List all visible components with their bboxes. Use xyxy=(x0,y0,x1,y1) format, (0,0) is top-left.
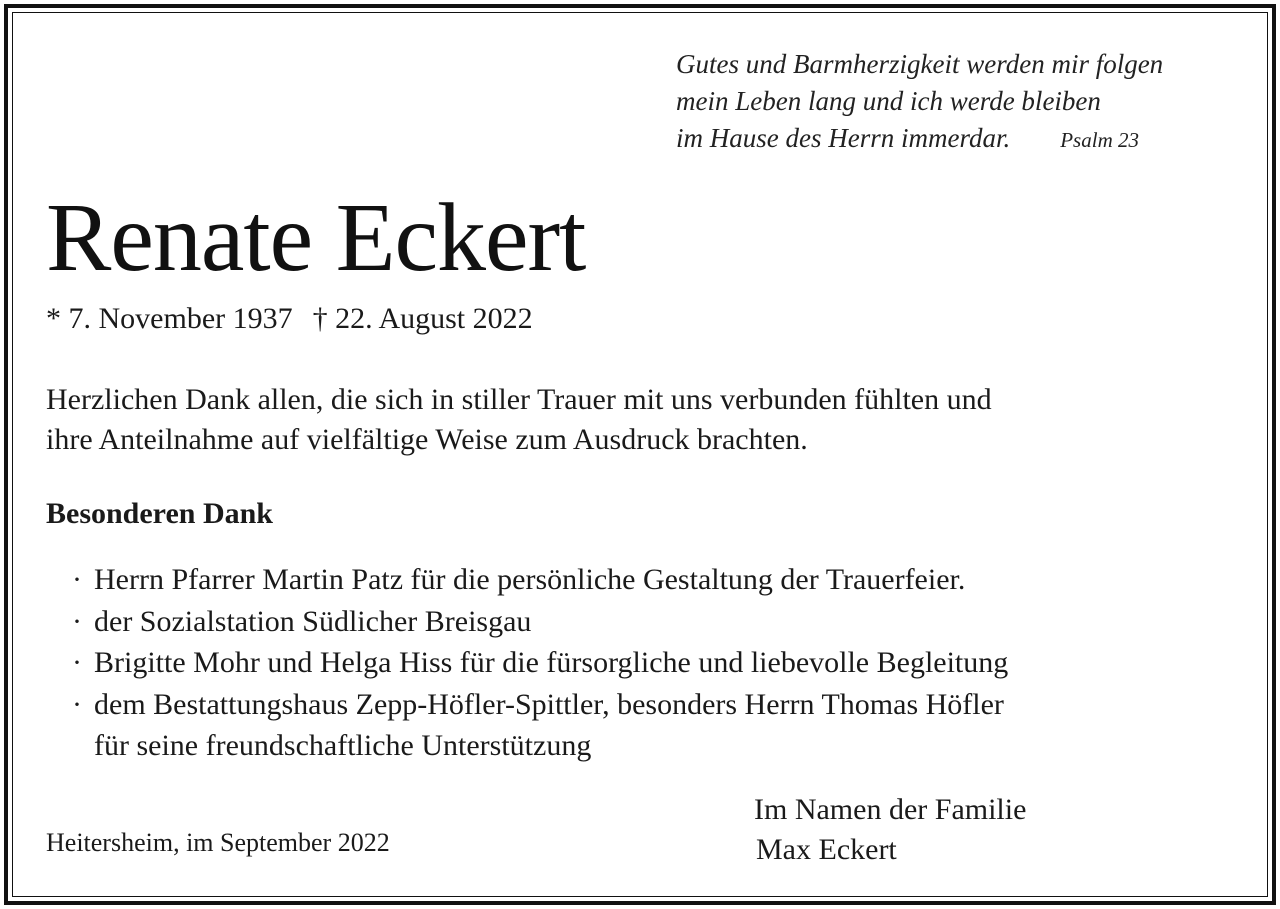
list-item xyxy=(72,601,1008,643)
verse-line: Gutes und Barmherzigkeit werden mir folgen xyxy=(676,49,1164,79)
birth-date: * 7. November 1937 xyxy=(46,302,293,335)
list-item-continuation: für seine freundschaftliche Unterstützung xyxy=(94,729,592,762)
list-item-text: Herrn Pfarrer Martin Patz für die persönliche Gestaltung der Trauerfeier. xyxy=(94,563,966,596)
thanks-line: ihre Anteilnahme auf vielfältige Weise zum Ausdruck brachten. xyxy=(46,423,808,456)
list-item xyxy=(72,559,1008,601)
signer-name: Max Eckert xyxy=(756,833,897,866)
list-item-text: der Sozialstation Südlicher Breisgau xyxy=(94,604,532,638)
death-date: † 22. August 2022 xyxy=(312,302,533,335)
psalm-reference: Psalm 23 xyxy=(1060,128,1139,152)
bullet-dot: · xyxy=(72,646,82,679)
verse-line-text: im Hause des Herrn immerdar. xyxy=(676,123,1011,153)
list-item xyxy=(72,642,1008,684)
bullet-dot: · xyxy=(72,687,82,721)
list-item-text: Brigitte Mohr und Helga Hiss für die fürsorgliche und liebevolle Begleitung xyxy=(94,646,1009,679)
signature-block xyxy=(754,790,1026,870)
list-item xyxy=(72,684,1008,767)
bullet-dot: · xyxy=(72,563,82,596)
thanks-paragraph xyxy=(46,380,1246,460)
verse-line: mein Leben lang und ich werde bleiben xyxy=(676,86,1101,116)
bullet-dot: · xyxy=(72,604,82,638)
deceased-name: Renate Eckert xyxy=(46,184,586,292)
place-and-date: Heitersheim, im September 2022 xyxy=(46,828,390,857)
list-item-text: dem Bestattungshaus Zepp-Höfler-Spittler, besonders Herrn Thomas Höfler xyxy=(94,687,1004,721)
special-thanks-heading: Besonderen Dank xyxy=(46,497,273,530)
thanks-line: Herzlichen Dank allen, die sich in stiller Trauer mit uns verbunden fühlten und xyxy=(46,383,992,416)
bible-verse xyxy=(676,46,1246,159)
special-thanks-list xyxy=(72,559,1008,767)
life-dates xyxy=(46,300,533,338)
verse-line xyxy=(676,120,1246,159)
on-behalf-line: Im Namen der Familie xyxy=(754,793,1027,826)
